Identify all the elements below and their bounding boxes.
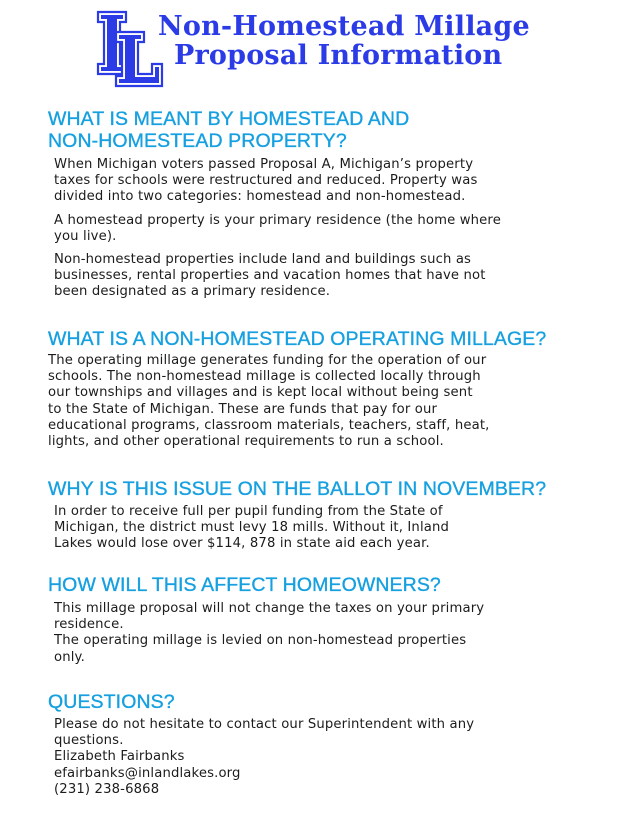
text-line: residence. <box>54 617 124 633</box>
text-line: only. <box>54 649 85 665</box>
contact-phone[interactable]: (231) 238-6868 <box>54 781 160 797</box>
text-line: divided into two categories: homestead and non-homestead. <box>54 189 466 205</box>
title-line-1: Non-Homestead Millage <box>158 11 530 42</box>
text-line: schools. The non-homestead millage is collected locally through <box>48 369 481 385</box>
text-line: The operating millage generates funding for the operation of our <box>48 353 487 368</box>
heading-line-2: NON-HOMESTEAD PROPERTY? <box>48 130 347 152</box>
section-homeowner-impact <box>48 574 608 666</box>
text-line: lights, and other operational requirements to run a school. <box>48 434 444 450</box>
section-ballot-reason <box>48 478 608 553</box>
paragraph <box>48 717 608 798</box>
text-line: This millage proposal will not change the taxes on your primary <box>54 601 485 616</box>
text-line: questions. <box>54 733 124 749</box>
paragraph <box>48 252 608 301</box>
page-title <box>158 12 530 70</box>
section-heading: WHY IS THIS ISSUE ON THE BALLOT IN NOVEMBER? <box>48 478 547 500</box>
section-operating-millage <box>48 328 608 450</box>
text-line: The operating millage is levied on non-homestead properties <box>54 633 467 649</box>
text-line: been designated as a primary residence. <box>54 284 331 300</box>
contact-email[interactable]: efairbanks@inlandlakes.org <box>54 765 241 781</box>
header <box>0 0 638 95</box>
heading-line-1: WHAT IS MEANT BY HOMESTEAD AND <box>48 108 410 130</box>
text-line: taxes for schools were restructured and reduced. Property was <box>54 173 478 189</box>
inland-lakes-logo-icon <box>94 8 166 88</box>
section-heading: HOW WILL THIS AFFECT HOMEOWNERS? <box>48 574 441 596</box>
section-heading: WHAT IS A NON-HOMESTEAD OPERATING MILLAGE? <box>48 328 547 350</box>
section-heading: QUESTIONS? <box>48 691 175 713</box>
text-line: Non-homestead properties include land and buildings such as <box>54 252 472 268</box>
text-line: businesses, rental properties and vacation homes that have not <box>54 268 486 284</box>
text-line: A homestead property is your primary residence (the home where <box>54 212 501 228</box>
text-line: Lakes would lose over $114, 878 in state aid each year. <box>54 536 430 552</box>
text-line: you live). <box>54 228 117 244</box>
section-homestead-definition <box>48 108 608 301</box>
text-line: When Michigan voters passed Proposal A, Michigan’s property <box>54 157 474 172</box>
paragraph <box>48 504 608 553</box>
contact-name: Elizabeth Fairbanks <box>54 749 185 765</box>
paragraph <box>48 157 608 206</box>
text-line: to the State of Michigan. These are funds that pay for our <box>48 401 438 417</box>
paragraph <box>48 213 608 245</box>
text-line: In order to receive full per pupil funding from the State of <box>54 504 443 519</box>
title-line-2: Proposal Information <box>174 40 503 71</box>
text-line: our townships and villages and is kept local without being sent <box>48 385 473 401</box>
section-questions <box>48 691 608 798</box>
section-heading <box>48 108 608 152</box>
text-line: Michigan, the district must levy 18 mills. Without it, Inland <box>54 520 450 536</box>
text-line: Please do not hesitate to contact our Superintendent with any <box>54 717 475 732</box>
paragraph <box>48 353 608 450</box>
text-line: educational programs, classroom materials, teachers, staff, heat, <box>48 417 490 433</box>
paragraph <box>48 601 608 666</box>
